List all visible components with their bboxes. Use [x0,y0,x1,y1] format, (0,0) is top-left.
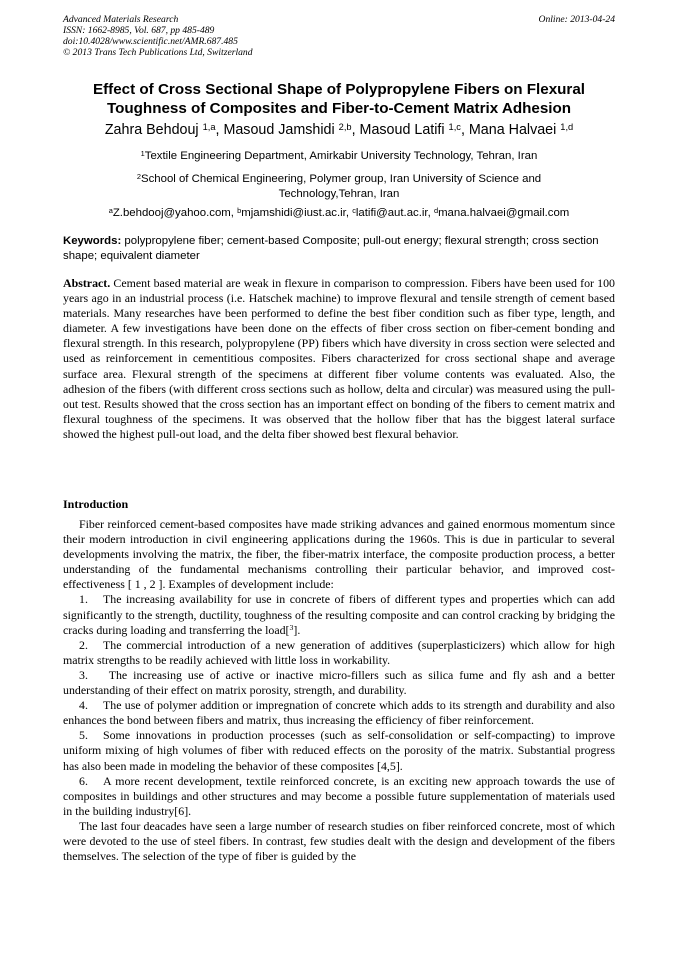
author: Masoud Jamshidi $^{2,b}$ [223,121,352,138]
keywords [63,234,615,263]
abstract [63,276,615,442]
introduction-body [63,517,615,864]
email: $^d$mana.halvaei@gmail.com [433,205,570,219]
doi-line: doi:10.4028/www.scientific.net/AMR.687.485 [63,36,238,47]
email: $^a$Z.behdooj@yahoo.com, [108,205,238,219]
issn-line: ISSN: 1662-8985, Vol. 687, pp 485-489 [63,25,215,36]
list-item: 4. The use of polymer addition or impregnation of concrete which adds to its strength and durability and also enhances the bond between fibers and matrix, thus increasing the efficiency of fiber reinforcement. [63,698,615,728]
keywords-label: Keywords: [63,235,122,247]
affiliation-2: $^2$School of Chemical Engineering, Polymer group, Iran University of Science and Technology,Tehran, Iran [136,171,542,200]
list-item: 2. The commercial introduction of a new generation of additives (superplasticizers) which allow for high matrix strengths to be readily achieved with little loss in workability. [63,637,615,667]
title-line-1: Effect of Cross Sectional Shape of Polypropylene Fibers on Flexural [92,81,585,98]
affiliation-1: $^1$Textile Engineering Department, Amirkabir University Technology, Tehran, Iran [140,148,538,162]
email: $^c$latifi@aut.ac.ir, [352,205,434,219]
paragraph: The last four deacades have seen a large number of research studies on fiber reinforced concrete, most of which were devoted to the use of steel fibers. In contrast, few studies dealt with the design and development of the fibers themselves. The selection of the type of fiber is guided by the [63,818,615,864]
list-item: 3. The increasing use of active or inactive micro-fillers such as silica fume and fly ash and a better understanding of their effect on matrix porosity, strength, and durability. [63,667,615,698]
journal-header [63,14,615,58]
keywords-text: polypropylene fiber; cement-based Composite; pull-out energy; flexural strength; cross section shape; equivalent diameter [63,235,599,262]
list-item: 5. Some innovations in production processes (such as self-consolidation or self-compacting) to improve uniform mixing of high volumes of fiber with reduced effects on the porosity of the matrix. Substantial progress has also been made in modeling the behavior of these composites [4,5]. [63,728,615,773]
list-item: 1. The increasing availability for use in concrete of fibers of different types and properties which can add significantly to the strength, ductility, toughness of the resulting composite and can control cracking by bridging the cracks during loading and transferring the load[$^3$]. [63,592,615,637]
author: Zahra Behdouj $^{1,a}$ [104,121,216,138]
copyright-line: © 2013 Trans Tech Publications Ltd, Switzerland [63,47,253,58]
author: Masoud Latifi $^{1,c}$ [359,121,461,138]
abstract-label: Abstract. [63,276,111,290]
author: Mana Halvaei $^{1,d}$ [468,121,574,138]
author-list: Zahra Behdouj $^{1,a}$, Masoud Jamshidi $^{2,b}$, Masoud Latifi $^{1,c}$, Mana Halvaei $^{1,d}$ [104,121,574,138]
email-list [63,206,615,221]
section-heading-introduction: Introduction [63,497,129,511]
journal-name: Advanced Materials Research [63,14,179,25]
paper-title [63,80,615,118]
title-line-2: Toughness of Composites and Fiber-to-Cement Matrix Adhesion [106,100,572,117]
online-date: Online: 2013-04-24 [538,14,615,25]
email: $^b$mjamshidi@iust.ac.ir, [237,205,353,219]
abstract-text: Cement based material are weak in flexure in comparison to compression. Fibers have been used for 100 years ago in an industrial process (i.e. Hatschek machine) to improve flexural and tensile strength of cement based materials. Many researches have been performed to define the best fiber condition such as fiber type, length, and diameter. A few investigations have been done on the effects of fiber cross section on fiber-cement bonding and flexural strength. In this research, polypropylene (PP) fibers which have diversity in cross section were selected and used as reinforcement in cementitious composites. Fibers characterized for cross sectional shape and average surface area. Flexural strength of the specimens at different fiber volume contents was evaluated. Also, the adhesion of the fibers (with different cross sections such as hollow, delta and circular) was measured using the pull-out test. Results showed that the cross section has an important effect on bonding of the fibers to cement matrix and flexural toughness of the specimens. It was observed that the hollow fiber that has the biggest lateral surface showed the highest pull-out load, and the delta fiber showed best flexural behavior. [63,276,615,441]
list-item: 6. A more recent development, textile reinforced concrete, is an exciting new approach towards the use of composites in buildings and other structures and may become a possible future supplementation of materials used in the building industry[6]. [63,773,615,818]
paragraph: Fiber reinforced cement-based composites have made striking advances and gained enormous momentum since their modern introduction in civil engineering applications during the 1960s. This is due in particular to several developments involving the matrix, the fiber, the fiber-matrix interface, the composite production process, a better understanding of the fundamental mechanisms controlling their particular behavior, and improved cost-effectiveness [ 1 , 2 ]. Examples of development include: [63,517,615,592]
